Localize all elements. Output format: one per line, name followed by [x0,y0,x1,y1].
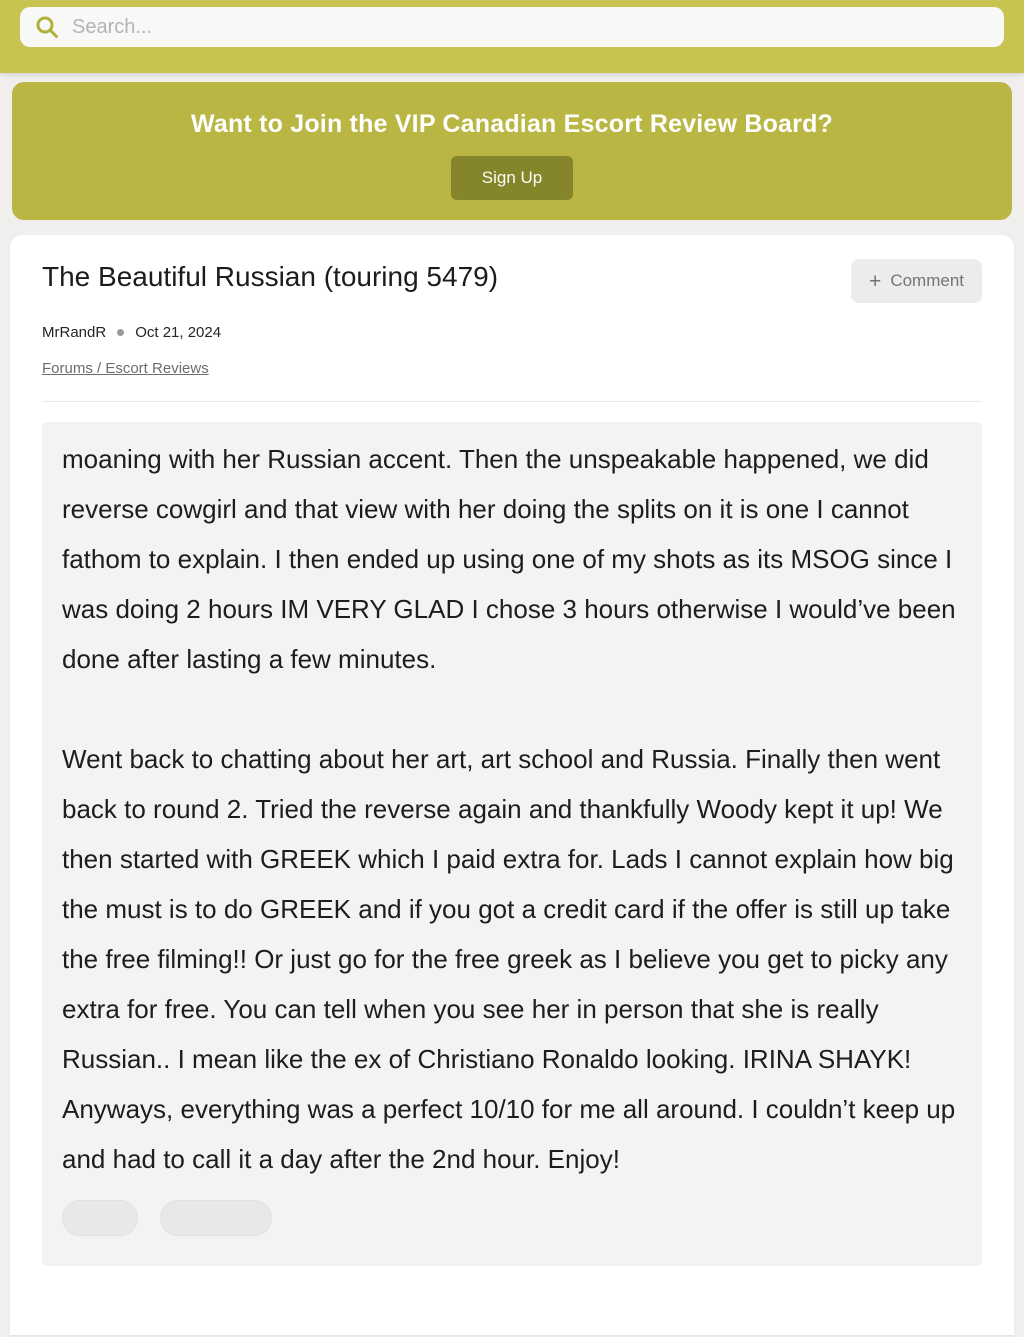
banner-heading: Want to Join the VIP Canadian Escort Review Board? [190,110,834,138]
site-header [0,0,1024,73]
post-paragraph: Went back to chatting about her art, art school and Russia. Finally then went back to round 2. Tried the reverse again and thankfully Woody kept it up! We then started with GREEK which I paid extra for. Lads I cannot explain how big the must is to do GREEK and if you got a credit card if the offer is still up take the free filming!! Or just go for the free greek as I believe you get to picky any extra for free. You can tell when you see her in person that she is really Russian.. I mean like the ex of Christiano Ronaldo looking. IRINA SHAYK! Anyways, everything was a perfect 10/10 for me all around. I couldn’t keep up and had to call it a day after the 2nd hour. Enjoy! [62,744,956,1174]
search-icon [34,14,60,40]
dot-separator-icon [117,329,124,336]
divider [42,401,982,402]
post-footer-actions [62,1200,962,1236]
post-title: The Beautiful Russian (touring 5479) [42,261,499,292]
author-name[interactable]: MrRandR [42,324,107,341]
post-meta [32,324,992,341]
breadcrumb-row [32,341,992,378]
reaction-pill[interactable] [62,1200,138,1236]
search-input[interactable] [70,15,990,40]
breadcrumb[interactable]: Forums / Escort Reviews [42,360,209,377]
post-date: Oct 21, 2024 [135,324,222,341]
search-bar[interactable] [20,7,1004,47]
post-title-row [32,259,992,303]
sign-up-button[interactable]: Sign Up [451,156,573,200]
comment-button-label: Comment [890,271,964,290]
reaction-pill[interactable] [160,1200,272,1236]
post-paragraph: moaning with her Russian accent. Then the unspeakable happened, we did reverse cowgirl and that view with her doing the splits on it is one I cannot fathom to explain. I then ended up using one of my shots as its MSOG since I was doing 2 hours IM VERY GLAD I chose 3 hours otherwise I would’ve been done after lasting a few minutes. [62,444,956,674]
comment-button[interactable] [851,259,982,303]
post-card [10,235,1014,1335]
vip-signup-banner [12,82,1012,220]
post-body [42,422,982,1266]
plus-icon: + [869,269,882,293]
